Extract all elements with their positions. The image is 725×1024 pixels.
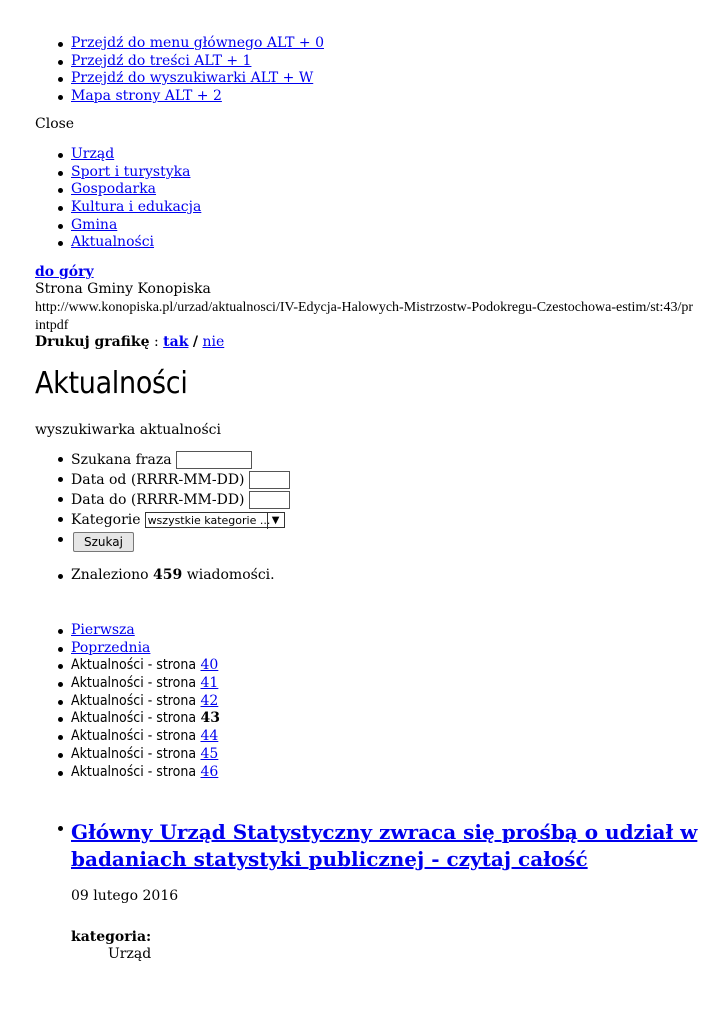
menu-item (71, 164, 725, 182)
skip-link-item (71, 70, 725, 88)
page-prefix: Aktualności - strona (71, 710, 197, 727)
skip-link-item (71, 35, 725, 53)
chevron-down-icon: ▼ (267, 513, 284, 529)
category-select-value: wszystkie kategorie ... (147, 514, 271, 527)
date-to-row (71, 490, 725, 510)
search-heading: wyszukiwarka aktualności (35, 422, 221, 438)
skip-to-menu-link[interactable]: Przejdź do menu głównego ALT + 0 (71, 35, 324, 51)
page-prefix: Aktualności - strona (71, 675, 197, 692)
date-to-input[interactable] (249, 491, 290, 509)
pagination-item (71, 657, 725, 675)
page-prefix: Aktualności - strona (71, 763, 197, 780)
menu-item-gospodarka[interactable]: Gospodarka (71, 181, 157, 198)
menu-item-kultura[interactable]: Kultura i edukacja (71, 199, 202, 216)
date-from-label: Data od (RRRR-MM-DD) (71, 472, 245, 488)
page-link[interactable]: 42 (200, 692, 219, 709)
category-select[interactable] (145, 512, 285, 528)
page-link[interactable]: 40 (200, 657, 219, 674)
news-category: Urząd (108, 946, 152, 962)
main-menu (0, 146, 725, 252)
page-prefix: Aktualności - strona (71, 657, 197, 674)
news-list (0, 819, 725, 873)
pagination-item (71, 640, 725, 658)
menu-item (71, 199, 725, 217)
news-title-line1: Główny Urząd Statystyczny zwraca się prośbą o udział w (71, 820, 698, 844)
date-from-input[interactable] (249, 471, 290, 489)
back-to-top-link[interactable]: do góry (35, 264, 94, 280)
print-yes-link[interactable]: tak (163, 334, 189, 350)
search-submit-button[interactable]: Szukaj (73, 532, 134, 552)
news-item (71, 819, 725, 873)
date-from-row (71, 470, 725, 490)
menu-item-gmina[interactable]: Gmina (71, 216, 118, 233)
page-link[interactable]: 44 (200, 728, 219, 745)
print-no-link[interactable]: nie (202, 334, 225, 350)
page-link[interactable]: 41 (200, 675, 219, 692)
print-graphics (35, 334, 224, 350)
pagination-item (71, 746, 725, 764)
menu-item (71, 234, 725, 252)
print-graphics-slash: / (192, 334, 198, 350)
category-label: Kategorie (71, 512, 141, 528)
page-prefix: Aktualności - strona (71, 728, 197, 745)
menu-item (71, 181, 725, 199)
search-phrase-input[interactable] (176, 451, 252, 469)
page-title: Aktualności (35, 366, 188, 401)
menu-item (71, 146, 725, 164)
print-graphics-colon: : (154, 334, 159, 350)
print-graphics-label: Drukuj grafikę (35, 334, 150, 350)
search-phrase-row (71, 450, 725, 470)
results-prefix: Znaleziono (71, 567, 149, 583)
pagination-item (71, 710, 725, 728)
page-link[interactable]: 46 (200, 763, 219, 780)
skip-link-item (71, 88, 725, 106)
back-to-top (35, 264, 94, 280)
news-title-link[interactable] (71, 820, 697, 871)
menu-item-sport[interactable]: Sport i turystyka (71, 163, 191, 180)
skip-link-item (71, 53, 725, 71)
skip-to-content-link[interactable]: Przejdź do treści ALT + 1 (71, 52, 252, 69)
search-form (0, 450, 725, 554)
pagination-item (71, 764, 725, 782)
date-to-label: Data do (RRRR-MM-DD) (71, 492, 245, 508)
page-link[interactable]: 45 (200, 745, 219, 762)
first-page-link[interactable]: Pierwsza (71, 622, 135, 638)
results-count (0, 567, 725, 585)
news-title-line2: badaniach statystyki publicznej - czytaj całość (71, 847, 588, 871)
news-title (71, 819, 725, 873)
skip-to-search-link[interactable]: Przejdź do wyszukiwarki ALT + W (71, 70, 314, 87)
news-date: 09 lutego 2016 (71, 888, 179, 904)
menu-item (71, 217, 725, 235)
skip-links (0, 35, 725, 106)
pagination-item (71, 675, 725, 693)
menu-item-aktualnosci[interactable]: Aktualności (71, 234, 155, 251)
page-url: http://www.konopiska.pl/urzad/aktualnosci/IV-Edycja-Halowych-Mistrzostw-Podokregu-Czestochowa-estim/st:43/printpdf (35, 300, 693, 333)
results-suffix: wiadomości. (186, 567, 275, 583)
pagination-item (71, 693, 725, 711)
search-phrase-label: Szukana fraza (71, 452, 172, 468)
page-prefix: Aktualności - strona (71, 745, 197, 762)
results-number: 459 (153, 567, 183, 583)
prev-page-link[interactable]: Poprzednia (71, 639, 151, 656)
news-category-label: kategoria: (71, 929, 152, 945)
pagination-item (71, 728, 725, 746)
results-count-item (71, 567, 725, 585)
pagination-item (71, 622, 725, 640)
close-label[interactable]: Close (35, 116, 75, 132)
category-row (71, 510, 725, 530)
submit-row (71, 530, 725, 554)
menu-item-urzad[interactable]: Urząd (71, 146, 115, 162)
pagination (0, 622, 725, 781)
site-name: Strona Gminy Konopiska (35, 281, 211, 297)
current-page: 43 (200, 710, 220, 727)
sitemap-link[interactable]: Mapa strony ALT + 2 (71, 88, 222, 105)
page-prefix: Aktualności - strona (71, 692, 197, 709)
